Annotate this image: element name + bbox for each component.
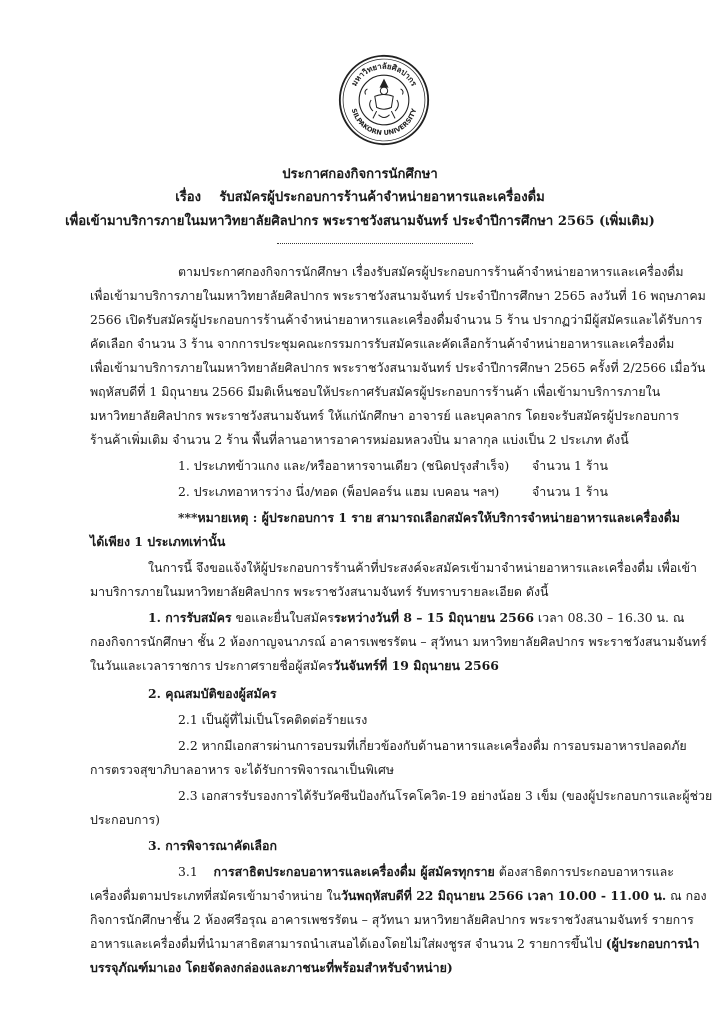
intro-line: เพื่อเข้ามาบริการภายในมหาวิทยาลัยศิลปากร พระราชวังสนามจันทร์ ประจำปีการศึกษา 2565 ครั้งที่ 2/2566 เมื่อวัน (90, 360, 706, 375)
type-item-count: จำนวน 1 ร้าน (532, 458, 608, 473)
section1-time: เวลา 08.30 – 16.30 น. ณ (533, 610, 685, 625)
section2-title: 2. คุณสมบัติของผู้สมัคร (148, 686, 277, 701)
university-seal (338, 54, 430, 146)
section3-line (90, 888, 707, 904)
intro-line: เพื่อเข้ามาบริการภายในมหาวิทยาลัยศิลปากร พระราชวังสนามจันทร์ ประจำปีการศึกษา 2565 ลงวันที่ 16 พฤษภาคม (90, 288, 706, 303)
subject-text: รับสมัครผู้ประกอบการร้านค้าจำหน่ายอาหารและเครื่องดื่ม (219, 190, 545, 205)
section1-title: 1. การรับสมัคร (148, 610, 232, 625)
section2-item: การตรวจสุขาภิบาลอาหาร จะได้รับการพิจารณาเป็นพิเศษ (90, 762, 395, 777)
note-line: ***หมายเหตุ : ผู้ประกอบการ 1 ราย สามารถเลือกสมัครให้บริการจำหน่ายอาหารและเครื่องดื่ม (178, 510, 680, 525)
intro-line: ตามประกาศกองกิจการนักศึกษา เรื่องรับสมัครผู้ประกอบการร้านค้าจำหน่ายอาหารและเครื่องดื่ม (178, 264, 684, 279)
section3-line: บรรจุภัณฑ์มาเอง โดยจัดลงกล่องและภาชนะที่พร้อมสำหรับจำหน่าย) (90, 960, 453, 975)
announce-line: มาบริการภายในมหาวิทยาลัยศิลปากร พระราชวังสนามจันทร์ รับทราบรายละเอียด ดังนี้ (90, 584, 549, 599)
subject-continuation: เพื่อเข้ามาบริการภายในมหาวิทยาลัยศิลปากร พระราชวังสนามจันทร์ ประจำปีการศึกษา 2565 (เพิ่มเติม) (65, 214, 655, 229)
seal-text-en: SILPAKORN UNIVERSITY (349, 107, 419, 138)
subject-line (0, 186, 720, 207)
note-line: ได้เพียง 1 ประเภทเท่านั้น (90, 534, 226, 549)
section1-announce-date: วันจันทร์ที่ 19 มิถุนายน 2566 (333, 658, 499, 673)
section3-text: ต้องสาธิตการประกอบอาหารและ (494, 864, 674, 879)
type-item-count: จำนวน 1 ร้าน (532, 484, 608, 499)
intro-line: ร้านค้าเพิ่มเติม จำนวน 2 ร้าน พื้นที่ลานอาหารอาคารหม่อมหลวงปิ่น มาลากุล แบ่งเป็น 2 ประเภท ดังนี้ (90, 432, 629, 447)
intro-line: 2566 เปิดรับสมัครผู้ประกอบการร้านค้าจำหน่ายอาหารและเครื่องดื่มจำนวน 5 ร้าน ปรากฏว่ามีผู้สมัครและได้รับการ (90, 312, 703, 327)
type-item-label: 2. ประเภทอาหารว่าง นึ่ง/ทอด (พ็อปคอร์น แฮม เบคอน ฯลฯ) (178, 484, 500, 499)
section3-title: 3. การพิจารณาคัดเลือก (148, 838, 277, 853)
section3-text: อาหารและเครื่องดื่มที่นำมาสาธิตสามารถนำเสนอได้เองโดยไม่ใส่ผงชูรส จำนวน 2 รายการขึ้นไป (90, 936, 606, 951)
section2-item: 2.2 หากมีเอกสารผ่านการอบรมที่เกี่ยวข้องกับด้านอาหารและเครื่องดื่ม การอบรมอาหารปลอดภัย (178, 738, 687, 753)
section1-text: ขอและยื่นใบสมัคร (231, 610, 334, 625)
intro-line: คัดเลือก จำนวน 3 ร้าน จากการประชุมคณะกรรมการรับสมัครและคัดเลือกร้านค้าจำหน่ายอาหารและเครื่องดื่ม (90, 336, 675, 351)
announce-line: ในการนี้ จึงขอแจ้งให้ผู้ประกอบการร้านค้าที่ประสงค์จะสมัครเข้ามาจำหน่ายอาหารและเครื่องดื่ม เพื่อเข้า (148, 560, 697, 575)
divider (277, 243, 473, 244)
section1-line (148, 610, 684, 626)
section3-text: ณ กอง (666, 888, 707, 903)
svg-text:SILPAKORN UNIVERSITY (350, 107, 419, 137)
seal-text-th: มหาวิทยาลัยศิลปากร (349, 61, 419, 88)
section3-line: กิจการนักศึกษาชั้น 2 ห้องศรีอรุณ อาคารเพชรรัตน – สุวัทนา มหาวิทยาลัยศิลปากร พระราชวังสนามจันทร์ รายการ (90, 912, 694, 927)
section3-demo-date: วันพฤหัสบดีที่ 22 มิถุนายน 2566 เวลา 10.00 - 11.00 น. (340, 888, 667, 903)
section1-text: ในวันและเวลาราชการ ประกาศรายชื่อผู้สมัคร (90, 658, 334, 673)
section3-line (90, 936, 699, 952)
section3-item-number: 3.1 (178, 864, 198, 879)
section2-item: ประกอบการ) (90, 812, 160, 827)
section2-item: 2.1 เป็นผู้ที่ไม่เป็นโรคติดต่อร้ายแรง (178, 712, 368, 727)
section3-text: เครื่องดื่มตามประเภทที่สมัครเข้ามาจำหน่าย ใน (90, 888, 341, 903)
section3-line (178, 864, 674, 880)
announcement-title: ประกาศกองกิจการนักศึกษา (282, 167, 438, 182)
section3-item-title: การสาธิตประกอบอาหารและเครื่องดื่ม ผู้สมัครทุกราย (213, 864, 495, 879)
section1-dates: ระหว่างวันที่ 8 – 15 มิถุนายน 2566 (333, 610, 534, 625)
type-item-label: 1. ประเภทข้าวแกง และ/หรืออาหารจานเดียว (ชนิดปรุงสำเร็จ) (178, 458, 510, 473)
section3-note: (ผู้ประกอบการนำ (605, 936, 700, 951)
subject-label: เรื่อง (175, 190, 202, 205)
section1-line: กองกิจการนักศึกษา ชั้น 2 ห้องกาญจนาภรณ์ อาคารเพชรรัตน – สุวัทนา มหาวิทยาลัยศิลปากร พระราชวังสนามจันทร์ (90, 634, 707, 649)
intro-line: พฤหัสบดีที่ 1 มิถุนายน 2566 มีมติเห็นชอบให้ประกาศรับสมัครผู้ประกอบการร้านค้า เพื่อเข้ามาบริการภายใน (90, 384, 661, 399)
section2-item: 2.3 เอกสารรับรองการได้รับวัคซีนป้องกันโรคโควิด-19 อย่างน้อย 3 เข็ม (ของผู้ประกอบการและผู้ช่วย (178, 789, 713, 803)
section1-line (90, 658, 499, 674)
intro-line: มหาวิทยาลัยศิลปากร พระราชวังสนามจันทร์ ให้แก่นักศึกษา อาจารย์ และบุคลากร โดยจะรับสมัครผู้ประกอบการ (90, 408, 680, 423)
